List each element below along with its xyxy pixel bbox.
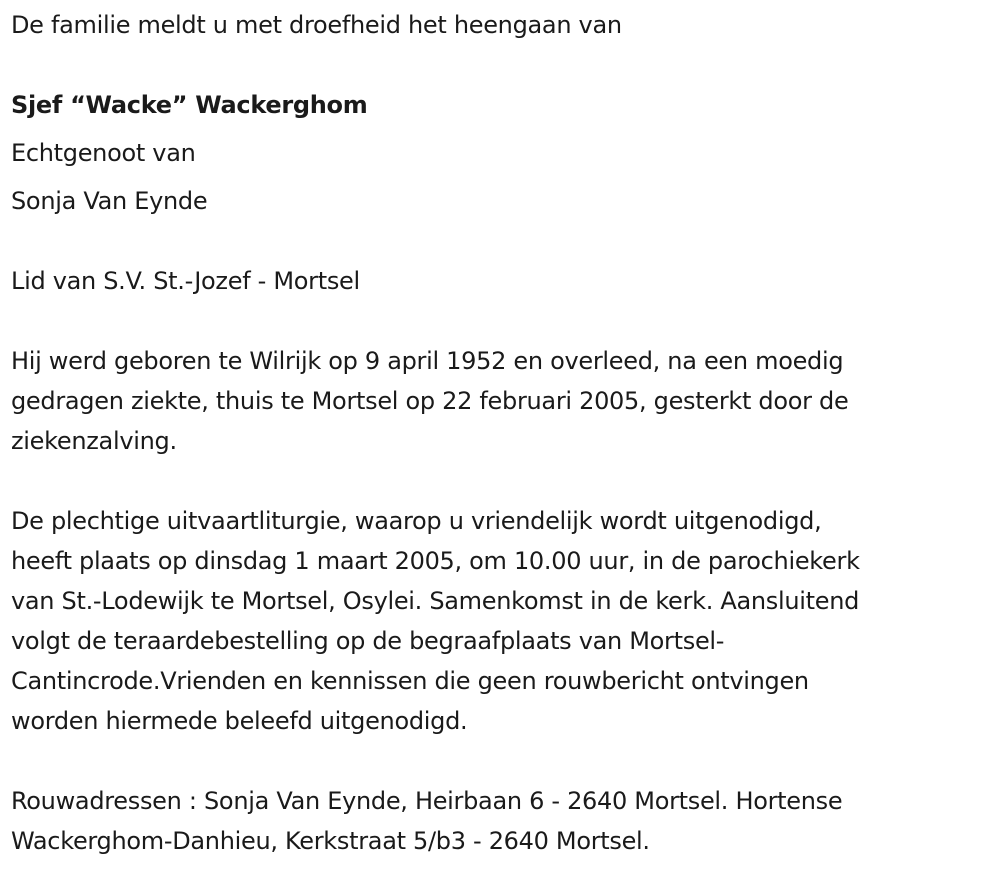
paragraph-line: ziekenzalving. <box>11 427 177 455</box>
spouse-name: Sonja Van Eynde <box>11 187 208 215</box>
membership-text: Lid van S.V. St.-Jozef - Mortsel <box>11 267 360 295</box>
paragraph-line: worden hiermede beleefd uitgenodigd. <box>11 707 468 735</box>
condolence-addresses-paragraph <box>11 781 986 861</box>
deceased-name: Sjef “Wacke” Wackerghom <box>11 91 368 119</box>
birth-death-paragraph <box>11 341 986 461</box>
paragraph-line: De plechtige uitvaartliturgie, waarop u vriendelijk wordt uitgenodigd, <box>11 507 822 535</box>
paragraph-line: volgt de teraardebestelling op de begraafplaats van Mortsel- <box>11 627 725 655</box>
paragraph-line: Rouwadressen : Sonja Van Eynde, Heirbaan 6 - 2640 Mortsel. Hortense <box>11 787 843 815</box>
paragraph-line: Cantincrode.Vrienden en kennissen die geen rouwbericht ontvingen <box>11 667 809 695</box>
funeral-service-paragraph <box>11 501 986 741</box>
paragraph-line: Wackerghom-Danhieu, Kerkstraat 5/b3 - 2640 Mortsel. <box>11 827 650 855</box>
paragraph-line: heeft plaats op dinsdag 1 maart 2005, om 10.00 uur, in de parochiekerk <box>11 547 860 575</box>
relation-label: Echtgenoot van <box>11 139 196 167</box>
paragraph-line: van St.-Lodewijk te Mortsel, Osylei. Samenkomst in de kerk. Aansluitend <box>11 587 860 615</box>
intro-text: De familie meldt u met droefheid het heengaan van <box>11 11 622 39</box>
paragraph-line: Hij werd geboren te Wilrijk op 9 april 1952 en overleed, na een moedig <box>11 347 844 375</box>
paragraph-line: gedragen ziekte, thuis te Mortsel op 22 februari 2005, gesterkt door de <box>11 387 849 415</box>
